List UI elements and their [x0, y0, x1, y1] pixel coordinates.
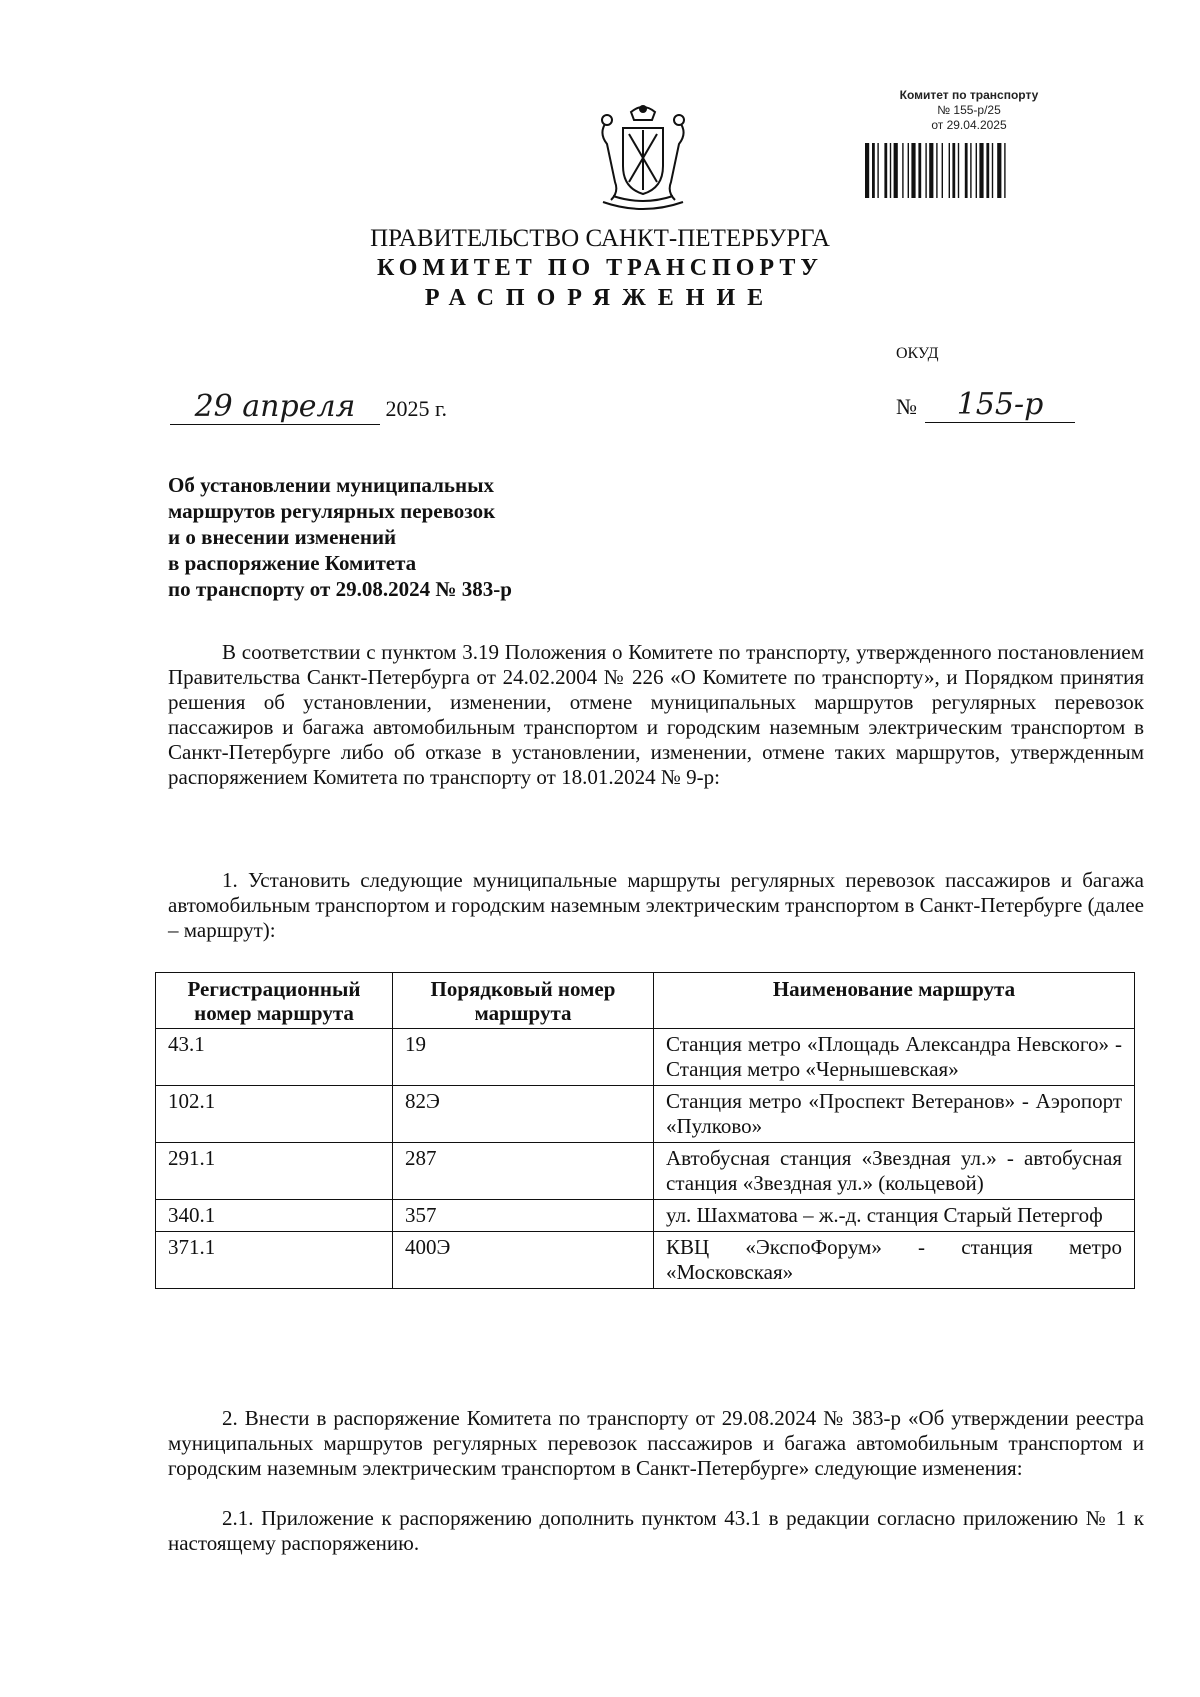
saint-petersburg-coat-of-arms-icon: [593, 104, 693, 212]
committee-title: КОМИТЕТ ПО ТРАНСПОРТУ: [377, 255, 823, 281]
table-row: [156, 1143, 1135, 1200]
route-name: Автобусная станция «Звездная ул.» - автобусная станция «Звездная ул.» (кольцевой): [654, 1143, 1135, 1200]
registration-stamp: [874, 88, 1064, 133]
number-prefix: №: [896, 394, 917, 419]
route-registration-number: 340.1: [156, 1200, 393, 1232]
subject-line: по транспорту от 29.08.2024 № 383-р: [168, 577, 512, 601]
route-sequence-number: 357: [393, 1200, 654, 1232]
route-name: Станция метро «Проспект Ветеранов» - Аэропорт «Пулково»: [654, 1086, 1135, 1143]
route-name: ул. Шахматова – ж.-д. станция Старый Петергоф: [654, 1200, 1135, 1232]
date-year: 2025 г.: [385, 396, 448, 421]
item-2-paragraph: 2. Внести в распоряжение Комитета по транспорту от 29.08.2024 № 383-р «Об утверждении реестра муниципальных маршрутов регулярных перевозок пассажиров и багажа автомобильным транспортом и городским наземным электрическим транспортом в Санкт-Петербурге» следующие изменения:: [168, 1406, 1144, 1480]
document-date: [170, 390, 447, 425]
stamp-date: от 29.04.2025: [931, 118, 1007, 132]
table-row: [156, 1200, 1135, 1232]
route-name: КВЦ «ЭкспоФорум» - станция метро «Московская»: [654, 1232, 1135, 1289]
handwritten-number: 155-р: [925, 388, 1075, 423]
okud-label: ОКУД: [896, 345, 939, 362]
item-1-paragraph: 1. Установить следующие муниципальные маршруты регулярных перевозок пассажиров и багажа автомобильным транспортом и городским наземным электрическим транспортом в Санкт-Петербурге (далее – маршрут):: [168, 868, 1144, 942]
header-sequence-number: Порядковый номер маршрута: [393, 973, 654, 1029]
table-header-row: [156, 973, 1135, 1029]
route-sequence-number: 19: [393, 1029, 654, 1086]
document-subject: [168, 472, 512, 602]
routes-table: [155, 972, 1135, 1289]
subject-line: и о внесении изменений: [168, 525, 397, 549]
table-row: [156, 1029, 1135, 1086]
route-registration-number: 291.1: [156, 1143, 393, 1200]
table-row: [156, 1232, 1135, 1289]
subject-line: Об установлении муниципальных: [168, 473, 494, 497]
route-name: Станция метро «Площадь Александра Невского» - Станция метро «Чернышевская»: [654, 1029, 1135, 1086]
barcode-icon: [865, 143, 1069, 198]
table-row: [156, 1086, 1135, 1143]
stamp-org: Комитет по транспорту: [899, 88, 1039, 102]
document-type-title: РАСПОРЯЖЕНИЕ: [424, 285, 776, 311]
header-route-name: Наименование маршрута: [654, 973, 1135, 1029]
route-sequence-number: 287: [393, 1143, 654, 1200]
intro-paragraph: В соответствии с пунктом 3.19 Положения о Комитете по транспорту, утвержденного постановлением Правительства Санкт-Петербурга от 24.02.2004 № 226 «О Комитете по транспорту», и Порядком принятия решения об установлении, изменении, отмене муниципальных маршрутов регулярных перевозок пассажиров и багажа автомобильным транспортом и городским наземным электрическим транспортом в Санкт-Петербурге либо об отказе в установлении, изменении, отмене таких маршрутов, утвержденным распоряжением Комитета по транспорту от 18.01.2024 № 9-р:: [168, 640, 1144, 789]
document-number: [896, 388, 1075, 423]
header-registration-number: Регистрационный номер маршрута: [156, 973, 393, 1029]
government-title: ПРАВИТЕЛЬСТВО САНКТ-ПЕТЕРБУРГА: [370, 225, 830, 252]
stamp-number: № 155-р/25: [937, 103, 1001, 117]
route-registration-number: 371.1: [156, 1232, 393, 1289]
subject-line: маршрутов регулярных перевозок: [168, 499, 496, 523]
route-registration-number: 102.1: [156, 1086, 393, 1143]
route-registration-number: 43.1: [156, 1029, 393, 1086]
route-sequence-number: 400Э: [393, 1232, 654, 1289]
handwritten-date: 29 апреля: [170, 390, 380, 425]
subject-line: в распоряжение Комитета: [168, 551, 417, 575]
route-sequence-number: 82Э: [393, 1086, 654, 1143]
item-2-1-paragraph: 2.1. Приложение к распоряжению дополнить пунктом 43.1 в редакции согласно приложению № 1 к настоящему распоряжению.: [168, 1506, 1144, 1555]
